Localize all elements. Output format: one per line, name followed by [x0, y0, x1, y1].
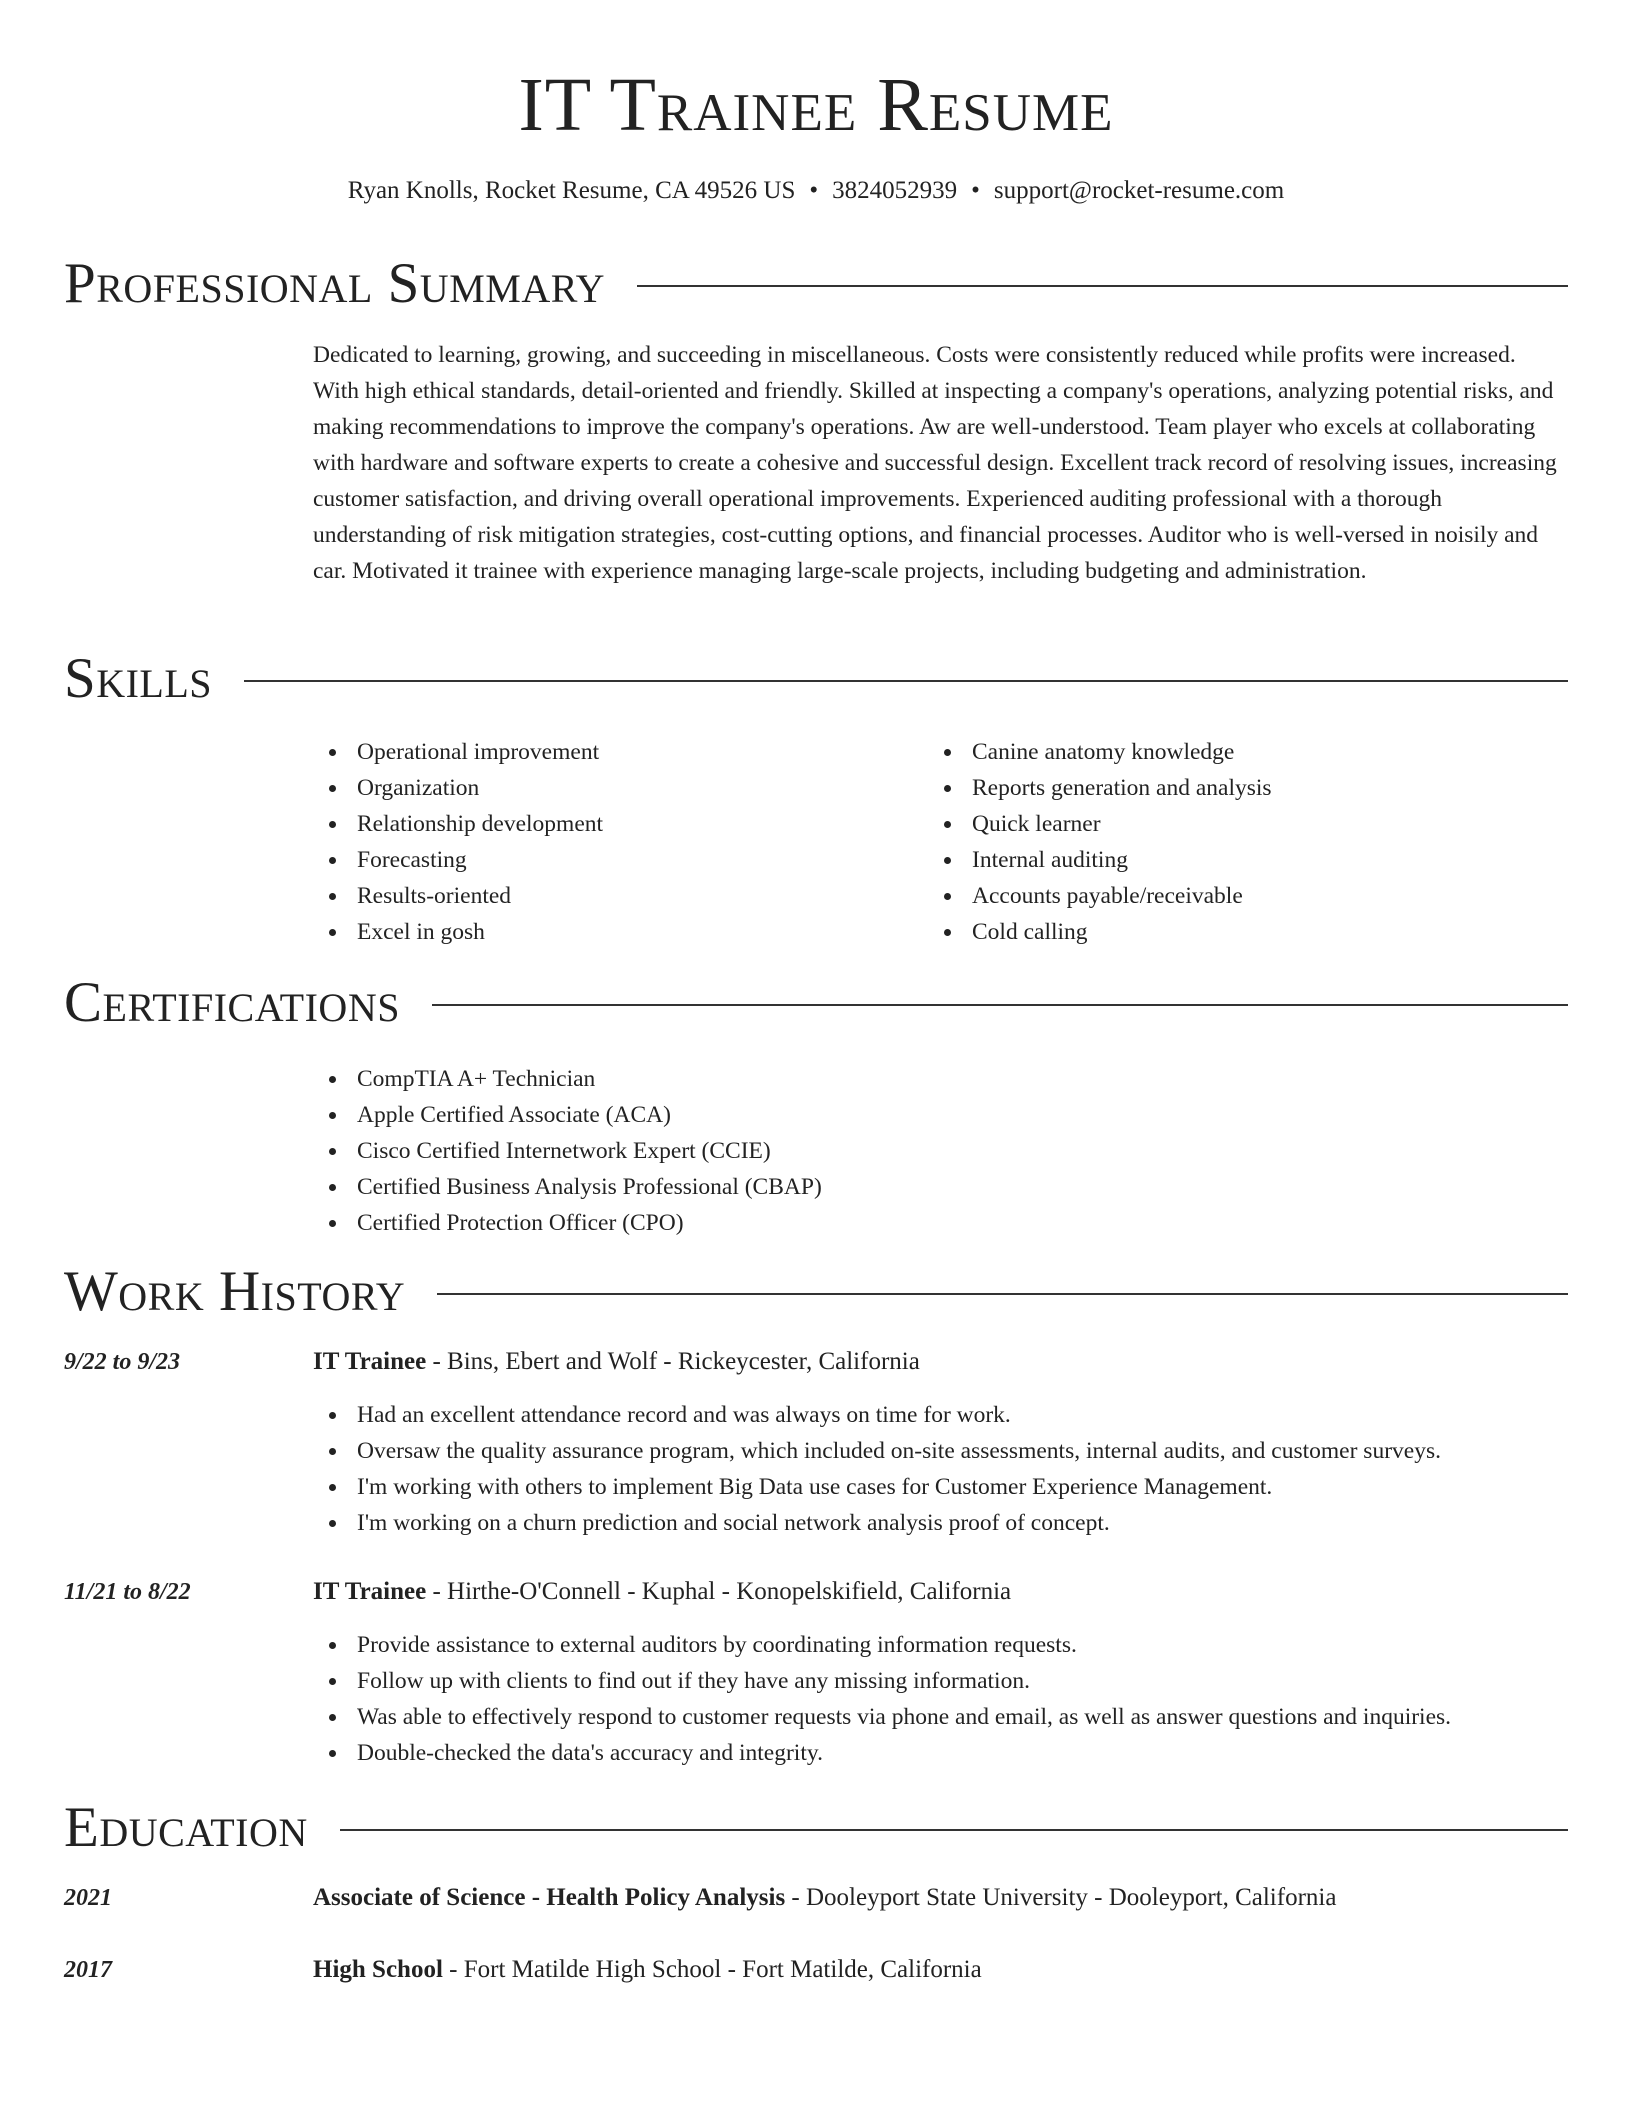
- job-bullet: I'm working on a churn prediction and social network analysis proof of concept.: [313, 1505, 1573, 1541]
- section-title-education: Education: [64, 1796, 308, 1859]
- education-year: 2021: [64, 1885, 112, 1911]
- contact-separator: •: [809, 177, 819, 204]
- job-employer: - Hirthe-O'Connell - Kuphal - Konopelskifield, California: [426, 1578, 1012, 1605]
- job-bullet: Oversaw the quality assurance program, which included on-site assessments, internal audits, and customer surveys.: [313, 1433, 1573, 1469]
- contact-line: [0, 174, 1632, 208]
- certification-item: Apple Certified Associate (ACA): [313, 1097, 1563, 1133]
- skill-item: Cold calling: [928, 914, 1528, 950]
- skill-item: Internal auditing: [928, 842, 1528, 878]
- certification-item: Certified Protection Officer (CPO): [313, 1205, 1563, 1241]
- section-divider: [244, 680, 1568, 682]
- education-school: - Dooleyport State University - Dooleyport, California: [785, 1884, 1337, 1911]
- job-title: IT Trainee: [313, 1348, 427, 1375]
- section-title-certifications: Certifications: [64, 971, 400, 1034]
- summary-text: Dedicated to learning, growing, and succeeding in miscellaneous. Costs were consistently reduced while profits were increased. With high ethical standards, detail-oriented and friendly. Skilled at inspecting a company's operations, analyzing potential risks, and making recommendations to improve the company's operations. Aw are well-understood. Team player who excels at collaborating with hardware and software experts to create a cohesive and successful design. Excellent track record of resolving issues, increasing customer satisfaction, and driving overall operational improvements. Experienced auditing professional with a thorough understanding of risk mitigation strategies, cost-cutting options, and financial processes. Auditor who is well-versed in noisily and car. Motivated it trainee with experience managing large-scale projects, including budgeting and administration.: [313, 342, 1557, 584]
- job-title: IT Trainee: [313, 1578, 427, 1605]
- contact-phone: 3824052939: [832, 177, 958, 204]
- section-header-summary: [64, 252, 1568, 316]
- skill-item: Operational improvement: [313, 734, 913, 770]
- job-dates: 11/21 to 8/22: [64, 1579, 191, 1605]
- education-degree: High School: [313, 1956, 443, 1983]
- skill-item: Relationship development: [313, 806, 913, 842]
- skill-item: Results-oriented: [313, 878, 913, 914]
- section-divider: [340, 1829, 1568, 1831]
- certifications-list: [313, 1061, 1563, 1241]
- skill-item: Forecasting: [313, 842, 913, 878]
- section-title-work-history: Work History: [64, 1260, 406, 1323]
- section-header-education: [64, 1796, 1568, 1860]
- job-heading: [313, 1574, 1011, 1610]
- job-bullet: Follow up with clients to find out if they have any missing information.: [313, 1663, 1573, 1699]
- education-school: - Fort Matilde High School - Fort Matilde, California: [442, 1956, 982, 1983]
- job-heading: [313, 1344, 920, 1380]
- skill-item: Organization: [313, 770, 913, 806]
- skill-item: Excel in gosh: [313, 914, 913, 950]
- section-header-work-history: [64, 1260, 1568, 1324]
- contact-email: support@rocket-resume.com: [993, 177, 1285, 204]
- job-bullet: Provide assistance to external auditors by coordinating information requests.: [313, 1627, 1573, 1663]
- education-entry: [313, 1952, 982, 1988]
- contact-separator: •: [971, 177, 980, 204]
- section-divider: [437, 1293, 1568, 1295]
- job-bullet: Was able to effectively respond to customer requests via phone and email, as well as answer questions and inquiries.: [313, 1699, 1573, 1735]
- skill-item: Reports generation and analysis: [928, 770, 1528, 806]
- job-bullet: I'm working with others to implement Big Data use cases for Customer Experience Management.: [313, 1469, 1573, 1505]
- job-dates: 9/22 to 9/23: [64, 1349, 181, 1375]
- education-degree: Associate of Science - Health Policy Analysis: [313, 1884, 786, 1911]
- section-title-skills: Skills: [64, 647, 213, 710]
- skills-list-right: [928, 734, 1528, 950]
- certification-item: CompTIA A+ Technician: [313, 1061, 1563, 1097]
- skill-item: Canine anatomy knowledge: [928, 734, 1528, 770]
- skill-item: Accounts payable/receivable: [928, 878, 1528, 914]
- education-entry: [313, 1880, 1336, 1916]
- section-header-certifications: [64, 971, 1568, 1035]
- section-title-summary: Professional Summary: [64, 252, 606, 315]
- section-header-skills: [64, 647, 1568, 711]
- section-divider: [432, 1004, 1568, 1006]
- job-bullet-list: [313, 1397, 1573, 1541]
- contact-address: Ryan Knolls, Rocket Resume, CA 49526 US: [347, 177, 796, 204]
- education-year: 2017: [64, 1957, 112, 1983]
- certification-item: Certified Business Analysis Professional (CBAP): [313, 1169, 1563, 1205]
- skill-item: Quick learner: [928, 806, 1528, 842]
- section-divider: [637, 285, 1568, 287]
- resume-title: IT Trainee Resume: [518, 63, 1114, 147]
- skills-list-left: [313, 734, 913, 950]
- certification-item: Cisco Certified Internetwork Expert (CCIE): [313, 1133, 1563, 1169]
- job-bullet: Double-checked the data's accuracy and integrity.: [313, 1735, 1573, 1771]
- job-employer: - Bins, Ebert and Wolf - Rickeycester, California: [426, 1348, 920, 1375]
- job-bullet-list: [313, 1627, 1573, 1771]
- job-bullet: Had an excellent attendance record and was always on time for work.: [313, 1397, 1573, 1433]
